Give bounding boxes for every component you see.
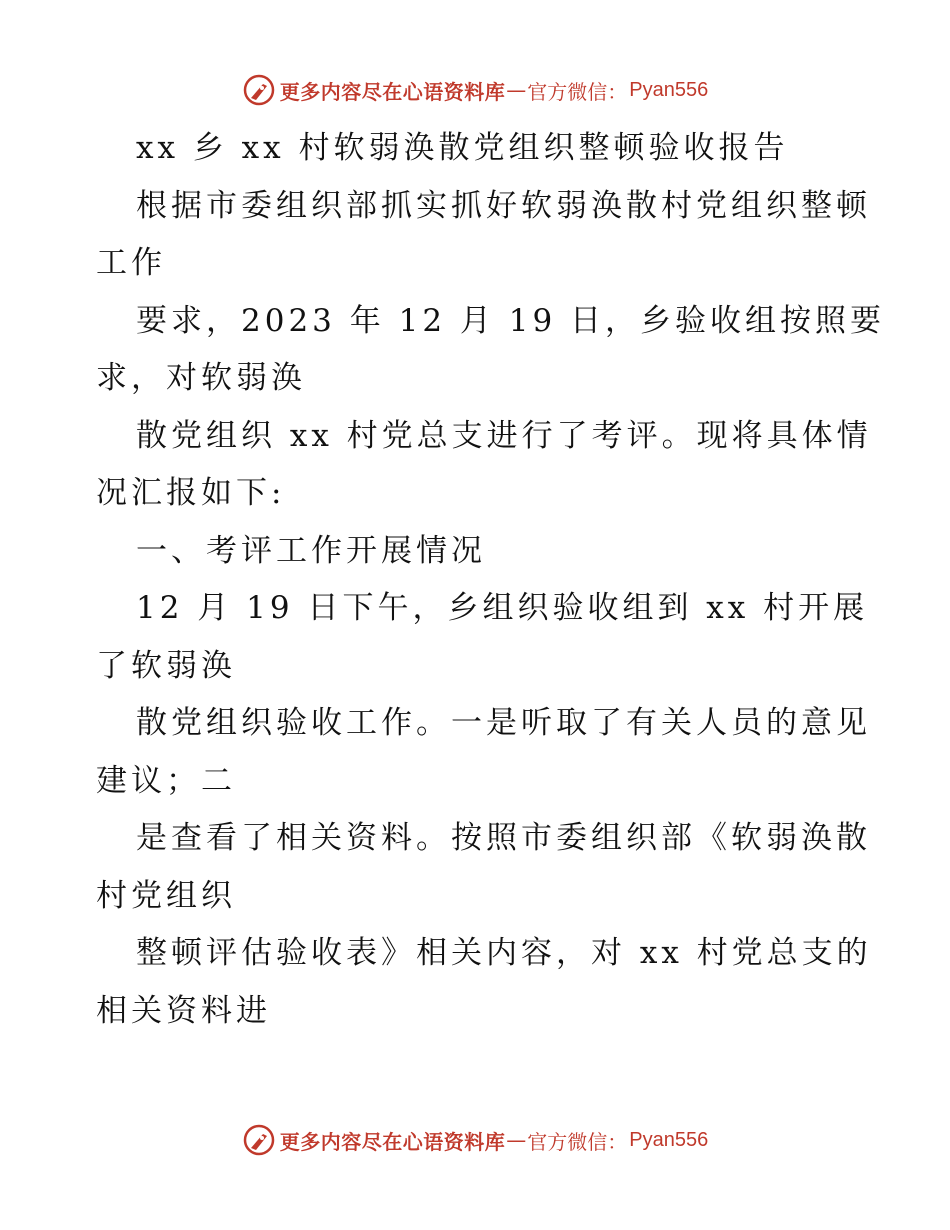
paragraph-line: 散党组织验收工作。一是听取了有关人员的意见 xyxy=(136,705,871,741)
paragraph-line: 建议；二 xyxy=(96,762,236,799)
paragraph-line: 整顿评估验收表》相关内容，对 xx 村党总支的 xyxy=(136,935,872,971)
footer-promo-text: 更多内容尽在心语资料库 xyxy=(279,1129,506,1154)
paragraph-line: 散党组织 xx 村党总支进行了考评。现将具体情 xyxy=(136,417,872,454)
header-wechat-id: Pyan556 xyxy=(629,78,709,101)
pen-nib-logo-icon xyxy=(242,73,276,107)
footer-wechat-label: 官方微信： xyxy=(527,1129,628,1154)
paragraph-line: 求，对软弱涣 xyxy=(96,360,306,396)
footer-wechat-id: Pyan556 xyxy=(629,1128,709,1151)
paragraph-line: 相关资料进 xyxy=(96,992,271,1029)
pen-nib-logo-icon xyxy=(242,1123,276,1157)
header-banner xyxy=(0,70,950,110)
header-wechat-label: 官方微信： xyxy=(527,79,628,104)
paragraph-line: 工作 xyxy=(96,245,166,281)
paragraph-line: 是查看了相关资料。按照市委组织部《软弱涣散 xyxy=(136,820,871,856)
document-body xyxy=(96,120,886,1040)
header-promo-text: 更多内容尽在心语资料库 xyxy=(279,79,506,104)
paragraph-line: 根据市委组织部抓实抓好软弱涣散村党组织整顿 xyxy=(136,187,871,224)
footer-dash: — xyxy=(506,1128,527,1152)
paragraph-line: 要求，2023 年 12 月 19 日，乡验收组按照要 xyxy=(136,302,886,339)
paragraph-line: 12 月 19 日下午，乡组织验收组到 xx 村开展 xyxy=(136,590,869,626)
paragraph-line: 了软弱涣 xyxy=(96,647,236,684)
paragraph-line: 村党组织 xyxy=(96,877,236,914)
document-title: xx 乡 xx 村软弱涣散党组织整顿验收报告 xyxy=(136,130,789,166)
section-heading: 一、考评工作开展情况 xyxy=(136,532,486,569)
footer-banner xyxy=(0,1120,950,1160)
header-dash: — xyxy=(506,78,527,102)
paragraph-line: 况汇报如下: xyxy=(96,475,286,511)
